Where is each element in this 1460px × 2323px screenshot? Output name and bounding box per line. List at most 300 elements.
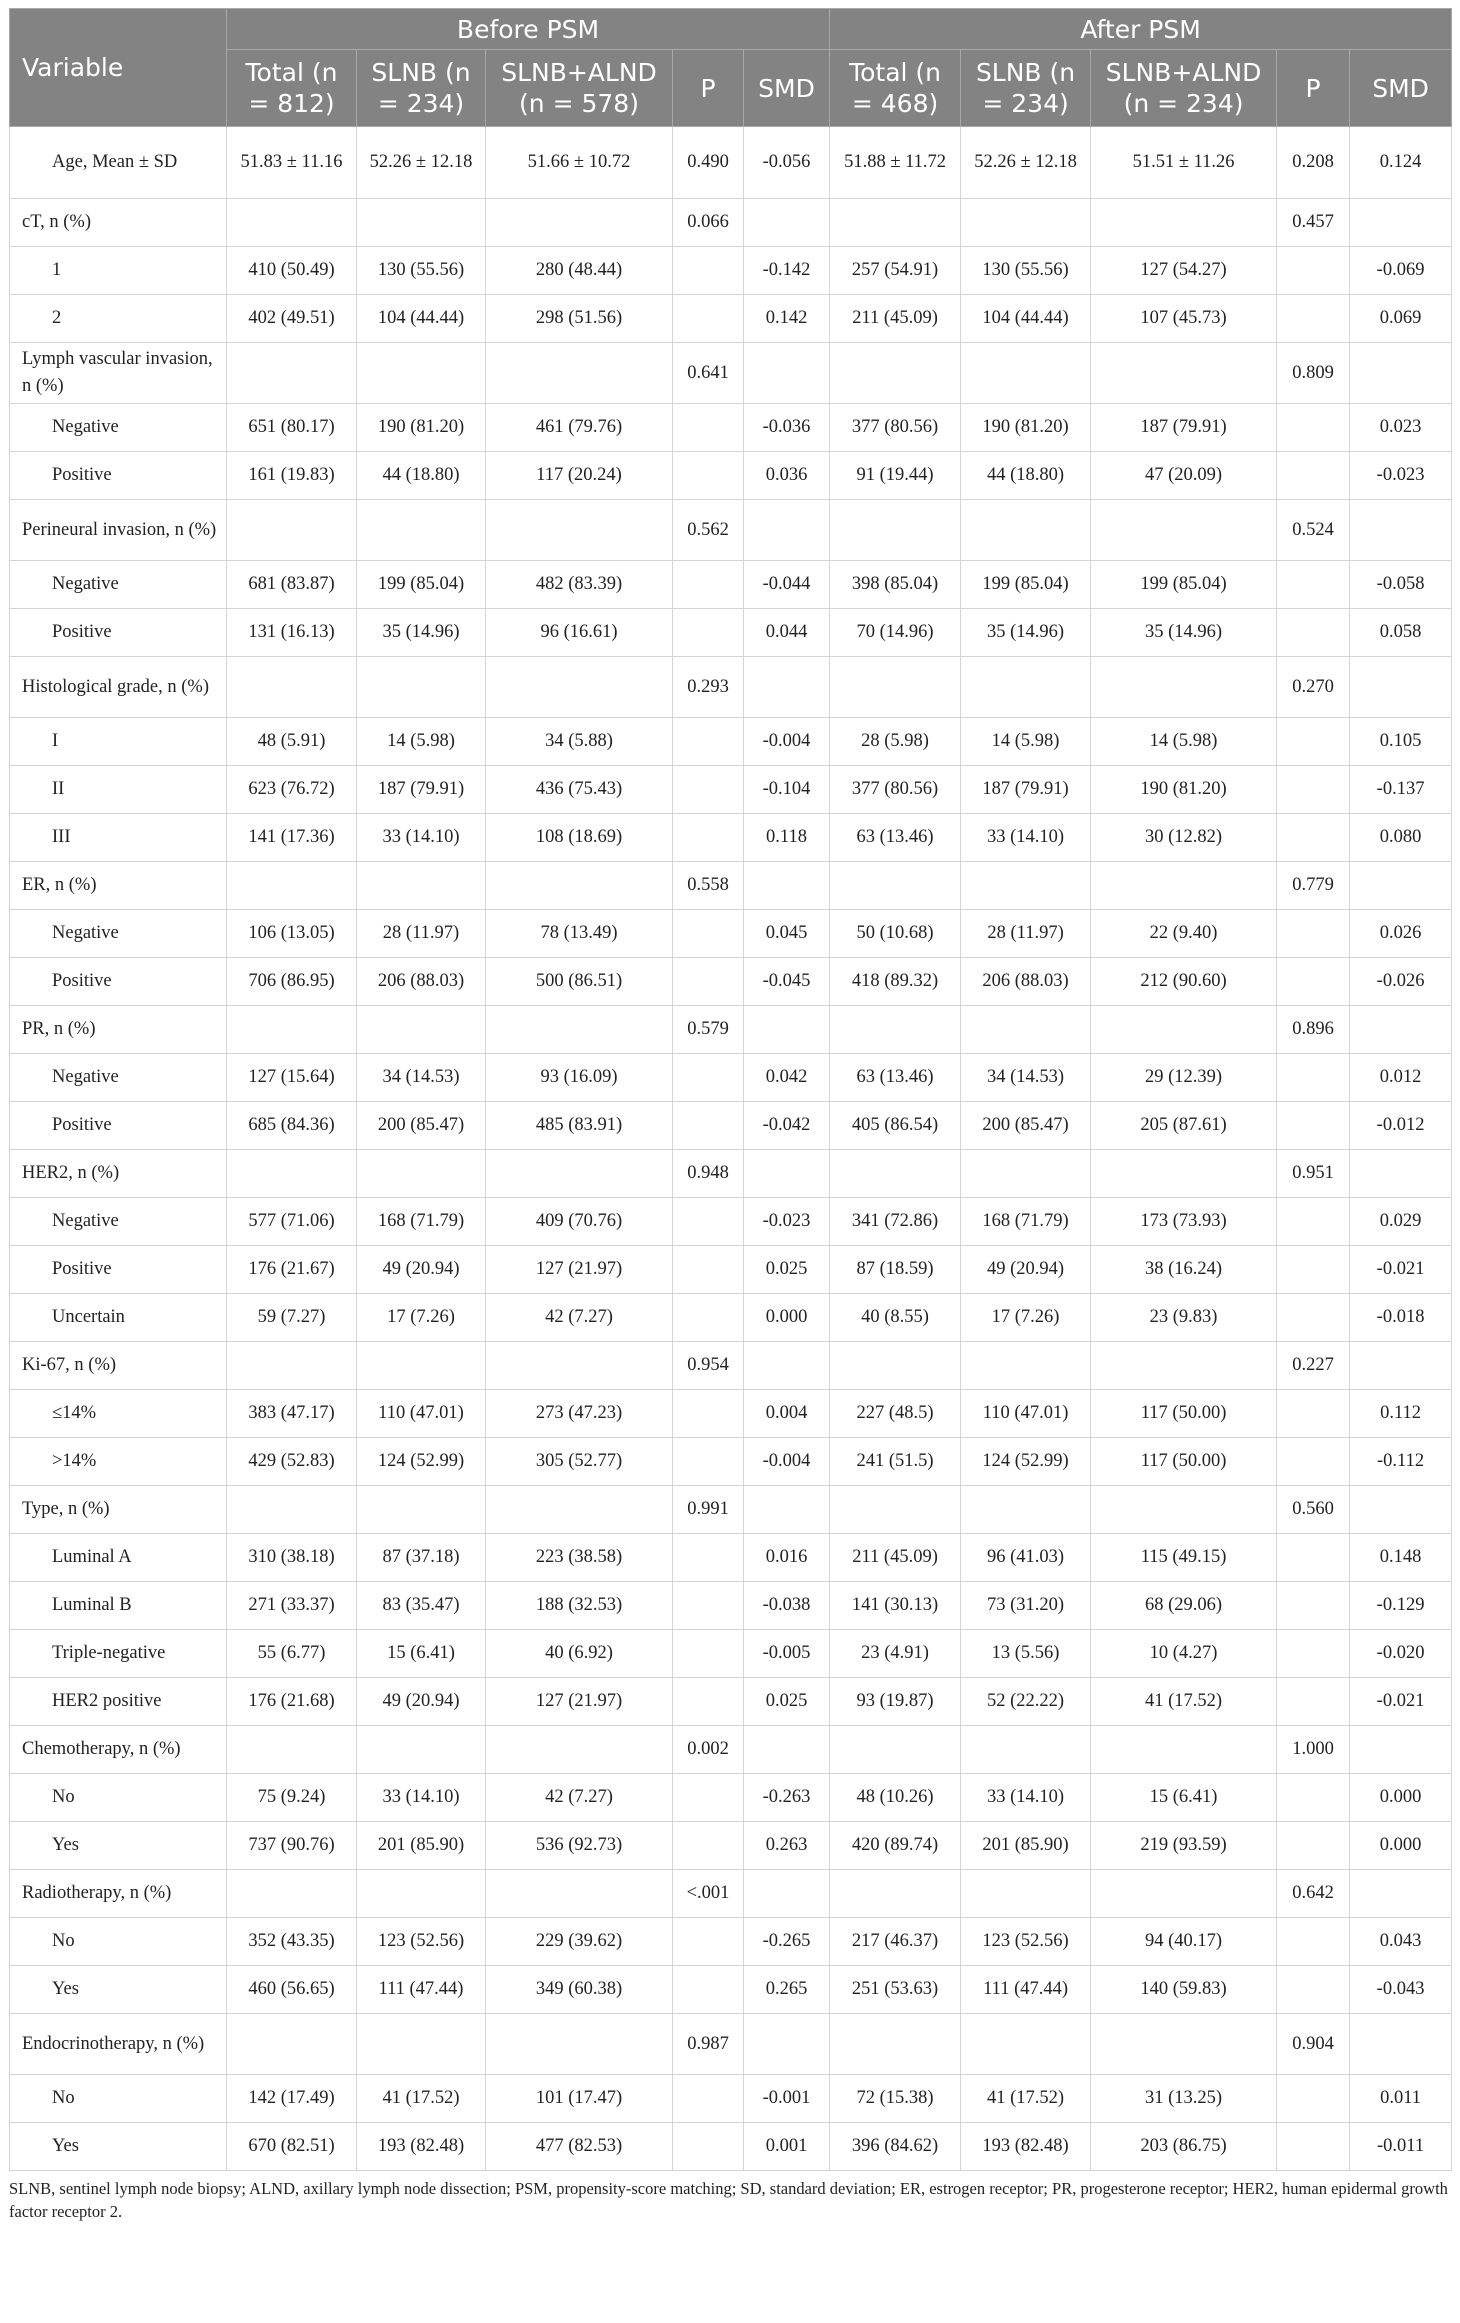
- table-cell: [1277, 1102, 1350, 1150]
- table-cell: 0.023: [1350, 404, 1452, 452]
- table-cell: 0.579: [673, 1006, 744, 1054]
- table-cell: [1277, 766, 1350, 814]
- table-row: [10, 247, 1452, 295]
- table-cell: 223 (38.58): [486, 1534, 673, 1582]
- table-cell: [1350, 1006, 1452, 1054]
- table-cell: [961, 1006, 1091, 1054]
- table-cell: 33 (14.10): [961, 1774, 1091, 1822]
- category-label: Yes: [10, 2123, 227, 2171]
- table-cell: 0.058: [1350, 609, 1452, 657]
- table-cell: -0.129: [1350, 1582, 1452, 1630]
- table-cell: [1091, 1150, 1277, 1198]
- variable-label: Histological grade, n (%): [10, 657, 227, 718]
- table-row: [10, 1198, 1452, 1246]
- column-header: P: [1277, 50, 1350, 127]
- table-row: [10, 500, 1452, 561]
- table-cell: 0.004: [744, 1390, 830, 1438]
- table-cell: [1277, 1966, 1350, 2014]
- table-cell: [1091, 199, 1277, 247]
- table-cell: 104 (44.44): [961, 295, 1091, 343]
- table-cell: [227, 199, 357, 247]
- table-cell: 31 (13.25): [1091, 2075, 1277, 2123]
- table-cell: 41 (17.52): [1091, 1678, 1277, 1726]
- table-cell: 28 (5.98): [830, 718, 961, 766]
- table-cell: [830, 1486, 961, 1534]
- table-cell: [830, 500, 961, 561]
- table-cell: 0.112: [1350, 1390, 1452, 1438]
- table-cell: [961, 1150, 1091, 1198]
- table-row: [10, 1726, 1452, 1774]
- table-cell: [357, 1870, 486, 1918]
- table-cell: [227, 657, 357, 718]
- table-cell: -0.069: [1350, 247, 1452, 295]
- table-cell: 111 (47.44): [357, 1966, 486, 2014]
- category-label: No: [10, 1774, 227, 1822]
- table-cell: [1277, 910, 1350, 958]
- category-label: Positive: [10, 1246, 227, 1294]
- category-label: Positive: [10, 609, 227, 657]
- table-cell: 0.809: [1277, 343, 1350, 404]
- variable-label: Ki-67, n (%): [10, 1342, 227, 1390]
- table-cell: 127 (21.97): [486, 1246, 673, 1294]
- table-cell: 140 (59.83): [1091, 1966, 1277, 2014]
- table-cell: 0.012: [1350, 1054, 1452, 1102]
- table-cell: 44 (18.80): [357, 452, 486, 500]
- category-label: ≤14%: [10, 1390, 227, 1438]
- table-cell: 203 (86.75): [1091, 2123, 1277, 2171]
- table-cell: [1350, 1342, 1452, 1390]
- table-cell: 131 (16.13): [227, 609, 357, 657]
- category-label: Negative: [10, 1198, 227, 1246]
- table-cell: [1277, 1294, 1350, 1342]
- table-row: [10, 657, 1452, 718]
- table-cell: 0.124: [1350, 127, 1452, 199]
- table-row: [10, 452, 1452, 500]
- table-cell: [1277, 1774, 1350, 1822]
- table-cell: 52.26 ± 12.18: [961, 127, 1091, 199]
- table-cell: <.001: [673, 1870, 744, 1918]
- table-cell: -0.044: [744, 561, 830, 609]
- table-cell: [486, 1486, 673, 1534]
- table-cell: [673, 1678, 744, 1726]
- table-cell: 227 (48.5): [830, 1390, 961, 1438]
- table-cell: [1091, 1726, 1277, 1774]
- table-cell: [744, 343, 830, 404]
- table-cell: 117 (50.00): [1091, 1438, 1277, 1486]
- category-label: No: [10, 1918, 227, 1966]
- table-cell: [744, 657, 830, 718]
- table-cell: 623 (76.72): [227, 766, 357, 814]
- table-cell: 168 (71.79): [961, 1198, 1091, 1246]
- table-cell: 0.562: [673, 500, 744, 561]
- table-row: [10, 1342, 1452, 1390]
- table-cell: [227, 500, 357, 561]
- table-cell: -0.104: [744, 766, 830, 814]
- table-cell: 127 (21.97): [486, 1678, 673, 1726]
- table-cell: 124 (52.99): [961, 1438, 1091, 1486]
- table-cell: [486, 500, 673, 561]
- table-cell: -0.058: [1350, 561, 1452, 609]
- variable-label: ER, n (%): [10, 862, 227, 910]
- table-cell: [1091, 343, 1277, 404]
- table-cell: 142 (17.49): [227, 2075, 357, 2123]
- table-cell: [1350, 2014, 1452, 2075]
- table-cell: 500 (86.51): [486, 958, 673, 1006]
- table-cell: 0.948: [673, 1150, 744, 1198]
- category-label: I: [10, 718, 227, 766]
- table-cell: [744, 1342, 830, 1390]
- table-cell: 0.044: [744, 609, 830, 657]
- table-cell: [227, 1006, 357, 1054]
- table-cell: 47 (20.09): [1091, 452, 1277, 500]
- table-cell: 73 (31.20): [961, 1582, 1091, 1630]
- table-cell: [961, 199, 1091, 247]
- table-cell: 0.642: [1277, 1870, 1350, 1918]
- table-row: [10, 1102, 1452, 1150]
- table-row: [10, 1054, 1452, 1102]
- table-cell: 17 (7.26): [961, 1294, 1091, 1342]
- table-cell: [1091, 657, 1277, 718]
- table-cell: 0.558: [673, 862, 744, 910]
- table-cell: 50 (10.68): [830, 910, 961, 958]
- table-cell: 0.105: [1350, 718, 1452, 766]
- table-cell: [357, 500, 486, 561]
- table-cell: 0.045: [744, 910, 830, 958]
- table-cell: 418 (89.32): [830, 958, 961, 1006]
- table-cell: 161 (19.83): [227, 452, 357, 500]
- variable-column-header: Variable: [10, 9, 227, 127]
- table-cell: [673, 609, 744, 657]
- table-cell: [357, 1726, 486, 1774]
- table-cell: [227, 343, 357, 404]
- table-cell: 0.457: [1277, 199, 1350, 247]
- table-cell: 17 (7.26): [357, 1294, 486, 1342]
- category-label: II: [10, 766, 227, 814]
- table-cell: 106 (13.05): [227, 910, 357, 958]
- table-cell: 0.000: [744, 1294, 830, 1342]
- table-cell: 35 (14.96): [357, 609, 486, 657]
- table-cell: 377 (80.56): [830, 766, 961, 814]
- table-row: [10, 1918, 1452, 1966]
- table-cell: 193 (82.48): [961, 2123, 1091, 2171]
- category-label: >14%: [10, 1438, 227, 1486]
- table-cell: 115 (49.15): [1091, 1534, 1277, 1582]
- category-label: Positive: [10, 1102, 227, 1150]
- before-psm-group-header: Before PSM: [227, 9, 830, 50]
- table-cell: [830, 343, 961, 404]
- table-cell: 188 (32.53): [486, 1582, 673, 1630]
- table-cell: 651 (80.17): [227, 404, 357, 452]
- table-cell: 200 (85.47): [961, 1102, 1091, 1150]
- table-cell: 0.991: [673, 1486, 744, 1534]
- table-cell: 96 (41.03): [961, 1534, 1091, 1582]
- table-cell: -0.137: [1350, 766, 1452, 814]
- table-cell: -0.038: [744, 1582, 830, 1630]
- table-cell: 0.641: [673, 343, 744, 404]
- category-label: Triple-negative: [10, 1630, 227, 1678]
- table-cell: [830, 1342, 961, 1390]
- table-cell: -0.005: [744, 1630, 830, 1678]
- table-row: [10, 199, 1452, 247]
- table-cell: [1091, 2014, 1277, 2075]
- table-cell: -0.021: [1350, 1246, 1452, 1294]
- table-cell: 23 (9.83): [1091, 1294, 1277, 1342]
- table-cell: 93 (16.09): [486, 1054, 673, 1102]
- after-psm-group-header: After PSM: [830, 9, 1452, 50]
- column-header: SMD: [744, 50, 830, 127]
- table-cell: 40 (6.92): [486, 1630, 673, 1678]
- table-cell: 0.148: [1350, 1534, 1452, 1582]
- table-cell: [1350, 1870, 1452, 1918]
- table-cell: 310 (38.18): [227, 1534, 357, 1582]
- table-cell: 187 (79.91): [1091, 404, 1277, 452]
- table-cell: 33 (14.10): [357, 814, 486, 862]
- column-header: SLNB+ALND (n = 578): [486, 50, 673, 127]
- table-cell: 23 (4.91): [830, 1630, 961, 1678]
- table-cell: 94 (40.17): [1091, 1918, 1277, 1966]
- table-cell: [1091, 1342, 1277, 1390]
- table-cell: 477 (82.53): [486, 2123, 673, 2171]
- table-row: [10, 1438, 1452, 1486]
- table-cell: 176 (21.68): [227, 1678, 357, 1726]
- table-row: [10, 1678, 1452, 1726]
- table-cell: [830, 1726, 961, 1774]
- table-cell: 0.118: [744, 814, 830, 862]
- table-cell: [1277, 247, 1350, 295]
- category-label: Age, Mean ± SD: [10, 127, 227, 199]
- table-cell: 48 (5.91): [227, 718, 357, 766]
- table-cell: 34 (5.88): [486, 718, 673, 766]
- table-cell: 40 (8.55): [830, 1294, 961, 1342]
- table-cell: 176 (21.67): [227, 1246, 357, 1294]
- table-cell: [673, 1822, 744, 1870]
- table-cell: [1277, 1582, 1350, 1630]
- table-cell: 0.029: [1350, 1198, 1452, 1246]
- table-cell: 0.524: [1277, 500, 1350, 561]
- table-cell: [227, 2014, 357, 2075]
- table-cell: [1277, 1630, 1350, 1678]
- table-cell: [1277, 958, 1350, 1006]
- table-cell: 405 (86.54): [830, 1102, 961, 1150]
- table-cell: 0.066: [673, 199, 744, 247]
- table-cell: 737 (90.76): [227, 1822, 357, 1870]
- table-cell: [1277, 2123, 1350, 2171]
- table-cell: [1350, 1486, 1452, 1534]
- table-cell: 206 (88.03): [961, 958, 1091, 1006]
- table-cell: 229 (39.62): [486, 1918, 673, 1966]
- table-cell: 0.043: [1350, 1918, 1452, 1966]
- table-cell: 33 (14.10): [961, 814, 1091, 862]
- table-cell: [1277, 295, 1350, 343]
- table-cell: 402 (49.51): [227, 295, 357, 343]
- table-cell: 22 (9.40): [1091, 910, 1277, 958]
- table-cell: 29 (12.39): [1091, 1054, 1277, 1102]
- table-cell: [1091, 862, 1277, 910]
- table-cell: 141 (30.13): [830, 1582, 961, 1630]
- category-label: Negative: [10, 1054, 227, 1102]
- table-cell: [673, 814, 744, 862]
- table-cell: 104 (44.44): [357, 295, 486, 343]
- table-cell: -0.023: [1350, 452, 1452, 500]
- table-cell: 681 (83.87): [227, 561, 357, 609]
- table-row: [10, 1006, 1452, 1054]
- table-cell: 0.011: [1350, 2075, 1452, 2123]
- category-label: Positive: [10, 958, 227, 1006]
- table-cell: -0.036: [744, 404, 830, 452]
- table-cell: [673, 1966, 744, 2014]
- table-cell: [673, 1054, 744, 1102]
- table-cell: 10 (4.27): [1091, 1630, 1277, 1678]
- table-cell: [1277, 1438, 1350, 1486]
- table-cell: 0.142: [744, 295, 830, 343]
- table-cell: [1277, 1534, 1350, 1582]
- table-row: [10, 2075, 1452, 2123]
- variable-label: Type, n (%): [10, 1486, 227, 1534]
- table-cell: 48 (10.26): [830, 1774, 961, 1822]
- table-cell: 211 (45.09): [830, 295, 961, 343]
- table-cell: [1277, 1198, 1350, 1246]
- table-cell: 63 (13.46): [830, 1054, 961, 1102]
- table-cell: [961, 1342, 1091, 1390]
- table-cell: 685 (84.36): [227, 1102, 357, 1150]
- table-cell: 117 (50.00): [1091, 1390, 1277, 1438]
- table-cell: 0.042: [744, 1054, 830, 1102]
- table-cell: [673, 561, 744, 609]
- table-cell: 190 (81.20): [1091, 766, 1277, 814]
- category-label: Yes: [10, 1966, 227, 2014]
- table-cell: -0.056: [744, 127, 830, 199]
- table-cell: [227, 1342, 357, 1390]
- table-cell: [830, 1870, 961, 1918]
- variable-label: Lymph vascular invasion, n (%): [10, 343, 227, 404]
- table-cell: 41 (17.52): [961, 2075, 1091, 2123]
- table-cell: -0.004: [744, 1438, 830, 1486]
- table-cell: 0.293: [673, 657, 744, 718]
- table-cell: 14 (5.98): [961, 718, 1091, 766]
- table-cell: 0.208: [1277, 127, 1350, 199]
- table-row: [10, 1246, 1452, 1294]
- column-header: SLNB (n = 234): [961, 50, 1091, 127]
- table-cell: [357, 199, 486, 247]
- table-cell: [1277, 452, 1350, 500]
- table-cell: [830, 1150, 961, 1198]
- table-cell: 187 (79.91): [357, 766, 486, 814]
- table-cell: 168 (71.79): [357, 1198, 486, 1246]
- table-cell: 201 (85.90): [961, 1822, 1091, 1870]
- category-label: 1: [10, 247, 227, 295]
- variable-label: Perineural invasion, n (%): [10, 500, 227, 561]
- table-cell: [961, 1726, 1091, 1774]
- table-cell: [357, 1486, 486, 1534]
- table-cell: [486, 343, 673, 404]
- table-cell: [673, 1390, 744, 1438]
- table-cell: [673, 452, 744, 500]
- header-column-row: [10, 50, 1452, 127]
- table-row: [10, 718, 1452, 766]
- category-label: Luminal B: [10, 1582, 227, 1630]
- table-body: [10, 127, 1452, 2171]
- table-cell: 205 (87.61): [1091, 1102, 1277, 1150]
- table-cell: 0.000: [1350, 1774, 1452, 1822]
- table-cell: 410 (50.49): [227, 247, 357, 295]
- table-cell: -0.045: [744, 958, 830, 1006]
- table-cell: 51.83 ± 11.16: [227, 127, 357, 199]
- table-cell: [227, 1726, 357, 1774]
- table-cell: 0.263: [744, 1822, 830, 1870]
- table-cell: 63 (13.46): [830, 814, 961, 862]
- table-cell: 127 (54.27): [1091, 247, 1277, 295]
- table-cell: 75 (9.24): [227, 1774, 357, 1822]
- table-cell: 123 (52.56): [357, 1918, 486, 1966]
- table-cell: [1277, 1054, 1350, 1102]
- table-cell: 41 (17.52): [357, 2075, 486, 2123]
- table-cell: [961, 657, 1091, 718]
- variable-label: PR, n (%): [10, 1006, 227, 1054]
- table-cell: 219 (93.59): [1091, 1822, 1277, 1870]
- table-cell: 34 (14.53): [961, 1054, 1091, 1102]
- table-cell: -0.026: [1350, 958, 1452, 1006]
- table-cell: 28 (11.97): [357, 910, 486, 958]
- table-cell: [227, 1150, 357, 1198]
- table-cell: 271 (33.37): [227, 1582, 357, 1630]
- table-cell: [486, 1726, 673, 1774]
- table-cell: 461 (79.76): [486, 404, 673, 452]
- table-row: [10, 2014, 1452, 2075]
- table-row: [10, 814, 1452, 862]
- table-container: [9, 8, 1451, 2223]
- table-cell: [227, 1486, 357, 1534]
- table-cell: 0.951: [1277, 1150, 1350, 1198]
- table-cell: 217 (46.37): [830, 1918, 961, 1966]
- table-cell: 212 (90.60): [1091, 958, 1277, 1006]
- table-cell: [673, 2123, 744, 2171]
- table-cell: 49 (20.94): [961, 1246, 1091, 1294]
- table-cell: [1277, 404, 1350, 452]
- table-cell: [227, 862, 357, 910]
- table-cell: [1350, 343, 1452, 404]
- table-cell: 49 (20.94): [357, 1246, 486, 1294]
- table-row: [10, 1486, 1452, 1534]
- table-cell: 33 (14.10): [357, 1774, 486, 1822]
- table-cell: 305 (52.77): [486, 1438, 673, 1486]
- table-cell: 93 (19.87): [830, 1678, 961, 1726]
- table-row: [10, 127, 1452, 199]
- table-cell: 199 (85.04): [1091, 561, 1277, 609]
- category-label: Luminal A: [10, 1534, 227, 1582]
- table-cell: -0.012: [1350, 1102, 1452, 1150]
- column-header: SLNB+ALND (n = 234): [1091, 50, 1277, 127]
- table-cell: 1.000: [1277, 1726, 1350, 1774]
- table-cell: 187 (79.91): [961, 766, 1091, 814]
- table-row: [10, 1630, 1452, 1678]
- table-cell: 0.987: [673, 2014, 744, 2075]
- column-header: Total (n = 812): [227, 50, 357, 127]
- table-cell: 0.265: [744, 1966, 830, 2014]
- table-cell: [1277, 561, 1350, 609]
- table-cell: 0.560: [1277, 1486, 1350, 1534]
- table-cell: 13 (5.56): [961, 1630, 1091, 1678]
- table-cell: [673, 2075, 744, 2123]
- table-cell: [357, 1006, 486, 1054]
- table-cell: [830, 2014, 961, 2075]
- table-row: [10, 1534, 1452, 1582]
- table-cell: [1091, 1870, 1277, 1918]
- table-cell: 96 (16.61): [486, 609, 673, 657]
- table-cell: [486, 1150, 673, 1198]
- table-cell: 190 (81.20): [357, 404, 486, 452]
- table-cell: 241 (51.5): [830, 1438, 961, 1486]
- table-cell: [961, 2014, 1091, 2075]
